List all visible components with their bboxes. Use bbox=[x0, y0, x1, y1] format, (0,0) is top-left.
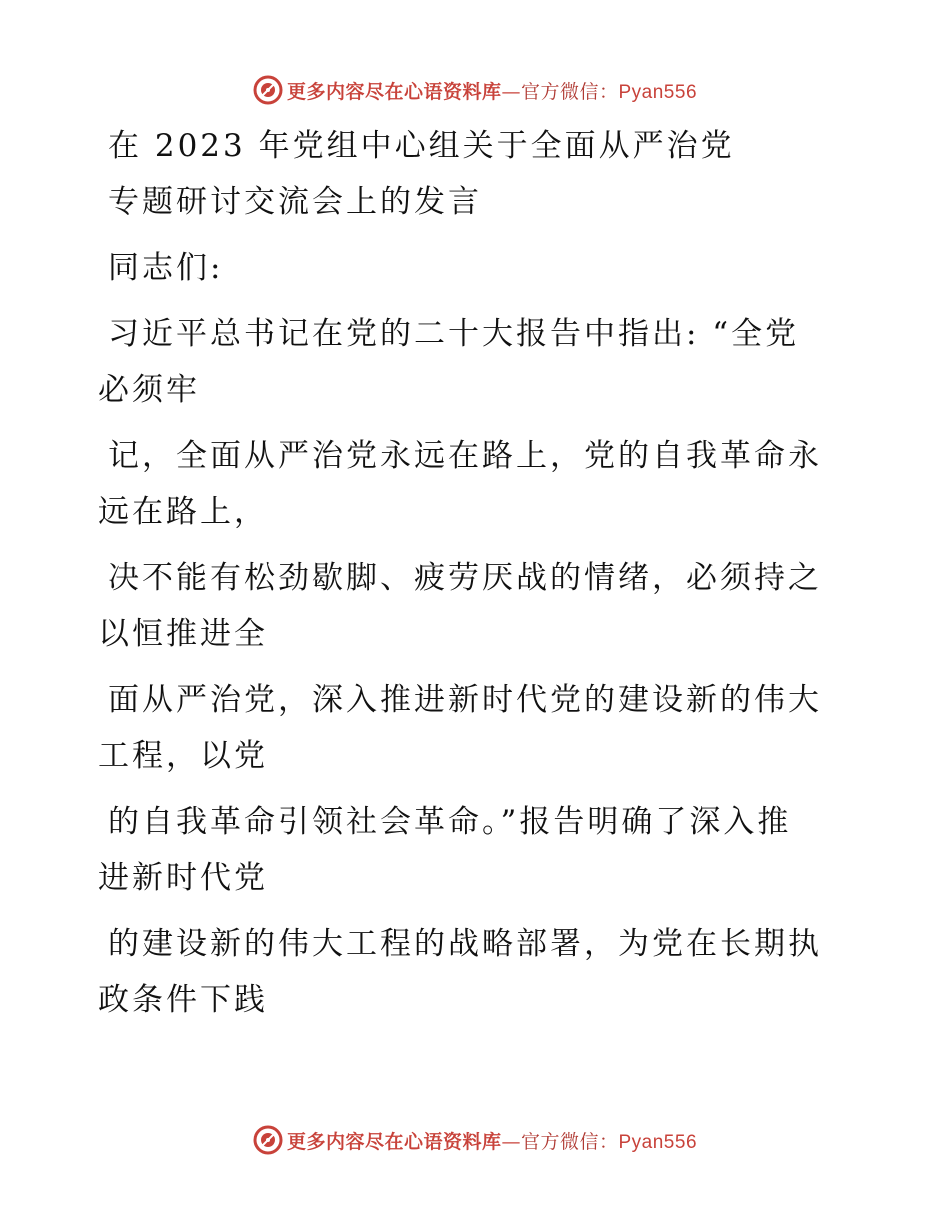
pen-nib-logo-icon bbox=[253, 1125, 283, 1155]
paragraph-line-wrap: 工程，以党 bbox=[98, 738, 268, 774]
paragraph-line bbox=[98, 916, 838, 1028]
paragraph-line bbox=[98, 550, 838, 662]
paragraph-line-wrap: 必须牢 bbox=[98, 372, 200, 408]
paragraph-line bbox=[98, 428, 838, 540]
paragraph-line-wrap: 进新时代党 bbox=[98, 860, 268, 896]
paragraph-line-first: 的建设新的伟大工程的战略部署，为党在长期执 bbox=[108, 926, 822, 962]
paragraph-line-first: 面从严治党，深入推进新时代党的建设新的伟大 bbox=[108, 682, 822, 718]
pen-nib-logo-icon bbox=[253, 75, 283, 105]
paragraph-line-wrap: 以恒推进全 bbox=[98, 616, 268, 652]
paragraph-line-first: 的自我革命引领社会革命。”报告明确了深入推 bbox=[108, 804, 792, 840]
paragraph-line-wrap: 政条件下践 bbox=[98, 982, 268, 1018]
paragraph-line-first: 习近平总书记在党的二十大报告中指出: “全党 bbox=[108, 316, 800, 352]
document-title-line-1: 在 2023 年党组中心组关于全面从严治党 bbox=[108, 128, 735, 164]
document-title-line-2: 专题研讨交流会上的发言 bbox=[108, 184, 482, 220]
paragraph-line bbox=[98, 672, 838, 784]
salutation: 同志们: bbox=[108, 250, 224, 286]
paragraph-line bbox=[98, 306, 838, 418]
paragraph-line bbox=[98, 794, 838, 906]
paragraph-line-first: 决不能有松劲歇脚、疲劳厌战的情绪，必须持之 bbox=[108, 560, 822, 596]
watermark-footer bbox=[0, 1120, 950, 1160]
watermark-text: 更多内容尽在心语资料库—官方微信：Pyan556 bbox=[286, 1130, 698, 1153]
watermark-text: 更多内容尽在心语资料库—官方微信：Pyan556 bbox=[286, 80, 698, 103]
watermark-header bbox=[0, 70, 950, 110]
paragraph-line-first: 记，全面从严治党永远在路上，党的自我革命永 bbox=[108, 438, 822, 474]
document-body bbox=[98, 118, 838, 1028]
paragraph-line-wrap: 远在路上， bbox=[98, 494, 268, 530]
